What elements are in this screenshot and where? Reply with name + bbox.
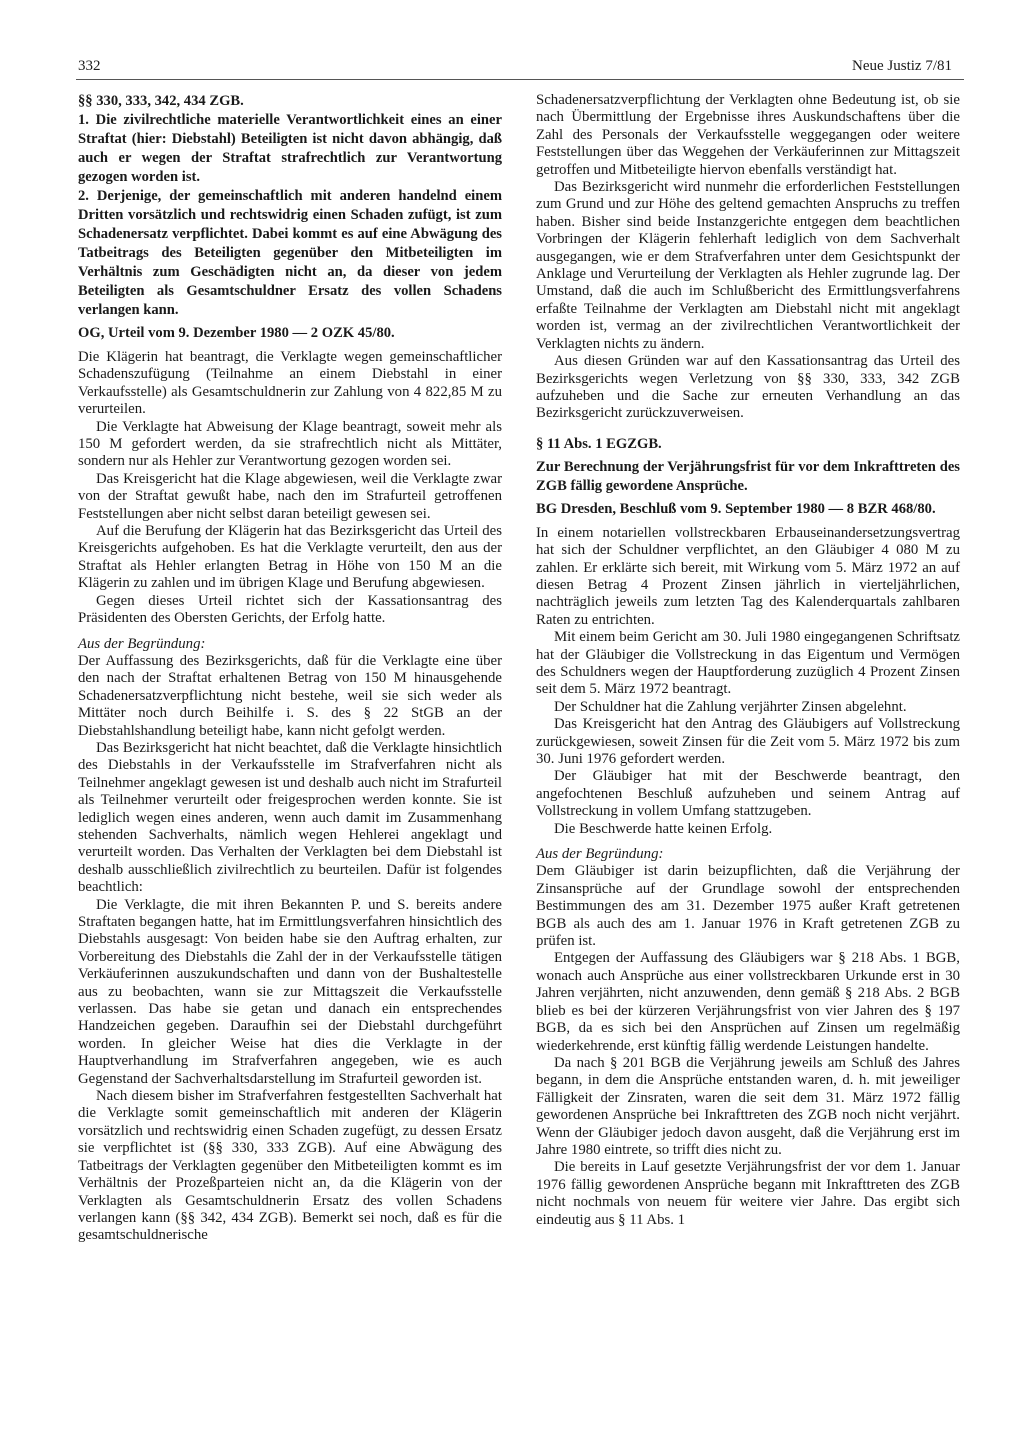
section-heading: §§ 330, 333, 342, 434 ZGB.	[78, 93, 244, 109]
section-gap	[536, 423, 960, 435]
headnote-1: 1. Die zivilrechtliche materielle Verantwortlichkeit eines an einer Straftat (hier: Diebstahl) Beteiligten ist nicht davon abhängig, daß auch er wegen der Straftat strafrechtlich zur Verantwortung gezogen worden ist.	[78, 112, 502, 185]
paragraph: Auf die Berufung der Klägerin hat das Bezirksgericht das Urteil des Kreisgerichts aufgehoben. Es hat die Verklagte verurteilt, den aus der Straftat als Hehler erlangten Betrag in Höhe von 150 M an die Klägerin zu zahlen und im übrigen Klage und Berufung abgewiesen.	[78, 523, 502, 592]
paragraph: Die Verklagte, die mit ihren Bekannten P. und S. bereits andere Straftaten begangen hatte, hat im Ermittlungsverfahren hinsichtlich des Diebstahls ausgesagt: Von beiden habe sie den Auftrag erhalten, zur Vorbereitung des Diebstahls die Zahl der in der Verkaufsstelle tätigen Verkäuferinnen auszukundschaften und dann von der Bushaltestelle aus zu beobachten, wann sie zur Mittagszeit die Verkaufsstelle verlassen. Das habe sie getan und danach ein entsprechendes Handzeichen gegeben. Daraufhin sei der Diebstahl durchgeführt worden. In gleicher Weise hat dies die Verklagte in der Hauptverhandlung im Strafverfahren angegeben, wie es auch Gegenstand der Sachverhaltsdarstellung im Strafurteil geworden ist.	[78, 896, 502, 1087]
journal-issue: Neue Justiz 7/81	[852, 58, 952, 74]
paragraph: Nach diesem bisher im Strafverfahren festgestellten Sachverhalt hat die Verklagte somit gemeinschaftlich mit anderen der Klägerin vorsätzlich und rechtswidrig einen Schaden zugefügt, zu dessen Ersatz sie verpflichtet ist (§§ 330, 333 ZGB). Auf eine Abwägung des Tatbeitrags der Verklagten gegenüber den Mitbeteiligten kommt es im Verhältnis der Prozeßparteien nicht an, da die Klägerin von der Verklagten als Gesamtschuldnerin Ersatz des vollen Schadens verlangen kann (§§ 342, 434 ZGB). Bemerkt sei noch, daß es für die gesamtschuldnerische	[78, 1088, 502, 1244]
paragraph: Das Bezirksgericht hat nicht beachtet, daß die Verklagte hinsichtlich des Diebstahls in der Verkaufsstelle im Strafverfahren nicht als Teilnehmer angeklagt gewesen ist und deshalb auch nicht im Strafurteil als Teilnehmer verurteilt oder freigesprochen werden konnte. Sie ist lediglich wegen eines anderen, wenn auch damit im Zusammenhang stehenden Sachverhalts, nämlich wegen Hehlerei angeklagt und verurteilt worden. Das Verhalten der Verklagten bei dem Diebstahl ist deshalb ausschließlich zivilrechtlich zu beurteilen. Dafür ist folgendes beachtlich:	[78, 739, 502, 896]
right-column	[536, 92, 960, 1229]
paragraph: Das Kreisgericht hat die Klage abgewiesen, weil die Verklagte zwar von der Straftat gewußt habe, nach den im Strafurteil getroffenen Feststellungen aber nicht selbst daran beteiligt gewesen sei.	[78, 470, 502, 522]
paragraph: Das Bezirksgericht wird nunmehr die erforderlichen Feststellungen zum Grund und zur Höhe des geltend gemachten Anspruchs zu treffen haben. Bisher sind beide Instanzgerichte entgegen dem beachtlichen Vorbringen der Klägerin fehlerhaft lediglich von dem Sachverhalt ausgegangen, wie er dem Strafverfahren unter dem Gesichtspunkt der Anklage und Verurteilung der Verklagten als Hehler zugrunde lag. Der Umstand, daß die auch im Schlußbericht des Ermittlungsverfahrens erfaßte Teilnahme der Verklagten am Diebstahl nicht mit angeklagt worden ist, vermag an der zivilrechtlichen Verantwortlichkeit der Verklagten nichts zu ändern.	[536, 179, 960, 352]
headnote-2: 2. Derjenige, der gemeinschaftlich mit anderen handelnd einem Dritten vorsätzlich und rechtswidrig einen Schaden zufügt, ist zum Schadenersatz verpflichtet. Dabei kommt es auf eine Abwägung des Tatbeitrags des Beteiligten gegenüber den Mitbeteiligten im Verhältnis zum Geschädigten nicht an, da dieser von jedem Beteiligten als Gesamtschuldner Ersatz des vollen Schadens verlangen kann.	[78, 188, 502, 318]
paragraph: Gegen dieses Urteil richtet sich der Kassationsantrag des Präsidenten des Obersten Gerichts, der Erfolg hatte.	[78, 592, 502, 627]
paragraph: Die Klägerin hat beantragt, die Verklagte wegen gemeinschaftlicher Schadenszufügung (Teilnahme an einem Diebstahl in einer Verkaufsstelle) als Gesamtschuldnerin zur Zahlung von 4 822,85 M zu verurteilen.	[78, 349, 502, 418]
left-column	[78, 92, 502, 1245]
subheading-reasons: Aus der Begründung:	[78, 635, 206, 652]
paragraph: Aus diesen Gründen war auf den Kassationsantrag das Urteil des Bezirksgerichts wegen Verletzung von §§ 330, 333, 342 ZGB aufzuheben und die Sache zur erneuten Verhandlung an das Bezirksgericht zurückzuverweisen.	[536, 353, 960, 422]
paragraph: Schadenersatzverpflichtung der Verklagten ohne Bedeutung ist, ob sie nach Übermittlung der Ergebnisse ihres Auskundschaftens über die Zahl des Personals der Verkaufsstelle weggegangen oder weitere Feststellungen über das Weggehen der Verkäuferinnen zur Mittagszeit getroffen und Mitbeteiligte hiervon ebenfalls verständigt hat.	[536, 92, 960, 178]
paragraph: Der Schuldner hat die Zahlung verjährter Zinsen abgelehnt.	[554, 698, 907, 715]
paragraph: Der Auffassung des Bezirksgerichts, daß für die Verklagte eine über den nach der Straftat erhaltenen Betrag von 150 M hinausgehende Schadenersatzverpflichtung nicht bestehe, weil sie sich weder als Mittäter noch durch Beihilfe i. S. des § 22 StGB an der Diebstahlshandlung beteiligt habe, kann nicht gefolgt werden.	[78, 652, 502, 739]
paragraph: Entgegen der Auffassung des Gläubigers war § 218 Abs. 1 BGB, wonach auch Ansprüche aus einer vollstreckbaren Urkunde erst in 30 Jahren verjährten, nicht anzuwenden, denn gemäß § 218 Abs. 2 BGB blieb es bei der kürzeren Verjährungsfrist von vier Jahren des § 197 BGB, da es sich bei den Ansprüchen auf Zinsen um regelmäßig wiederkehrende, erst künftig fällig werdende Leistungen handelte.	[536, 950, 960, 1054]
paragraph: Die Beschwerde hatte keinen Erfolg.	[554, 820, 773, 837]
header-rule	[76, 79, 964, 80]
paragraph: Die bereits in Lauf gesetzte Verjährungsfrist der vor dem 1. Januar 1976 fällig gewordenen Ansprüche begann mit Inkrafttreten des ZGB nicht nochmals von neuem für weitere vier Jahre. Das ergibt sich eindeutig aus § 11 Abs. 1	[536, 1159, 960, 1228]
court-citation: BG Dresden, Beschluß vom 9. September 1980 — 8 BZR 468/80.	[536, 500, 936, 517]
paragraph: Mit einem beim Gericht am 30. Juli 1980 eingegangenen Schriftsatz hat der Gläubiger die Vollstreckung in das Eigentum und Vermögen des Schuldners wegen der Hauptforderung zuzüglich 4 Prozent Zinsen seit dem 5. März 1972 beantragt.	[536, 629, 960, 698]
page-number: 332	[78, 58, 101, 74]
subheading-reasons: Aus der Begründung:	[536, 846, 664, 863]
paragraph: Das Kreisgericht hat den Antrag des Gläubigers auf Vollstreckung zurückgewiesen, soweit Zinsen für die Zeit vom 5. März 1972 bis zum 30. Juni 1976 gefordert werden.	[536, 716, 960, 767]
paragraph: In einem notariellen vollstreckbaren Erbauseinandersetzungsvertrag hat sich der Schuldner verpflichtet, an den Gläubiger 4 080 M zu zahlen. Er erklärte sich bereit, mit Wirkung vom 5. März 1972 an auf diesen Betrag 4 Prozent Zinsen jährlich in vierteljährlichen, nachträglich jeweils zum letzten Tag des Kalenderquartals zahlbaren Raten zu entrichten.	[536, 524, 960, 628]
section-heading: § 11 Abs. 1 EGZGB.	[536, 435, 662, 452]
court-citation: OG, Urteil vom 9. Dezember 1980 — 2 OZK 45/80.	[78, 325, 395, 341]
headnote: Zur Berechnung der Verjährungsfrist für vor dem Inkrafttreten des ZGB fällig gewordene Ansprüche.	[536, 458, 960, 494]
paragraph: Die Verklagte hat Abweisung der Klage beantragt, soweit mehr als 150 M gefordert werden, da sie strafrechtlich nicht als Mittäter, sondern nur als Hehler zur Verantwortung gezogen worden sei.	[78, 418, 502, 470]
paragraph: Dem Gläubiger ist darin beizupflichten, daß die Verjährung der Zinsansprüche auf der Grundlage sowohl der entsprechenden Bestimmungen des am 31. Dezember 1975 außer Kraft getretenen BGB als auch des am 1. Januar 1976 in Kraft getretenen ZGB zu prüfen ist.	[536, 863, 960, 950]
paragraph: Da nach § 201 BGB die Verjährung jeweils am Schluß des Jahres begann, in dem die Ansprüche entstanden waren, d. h. mit jeweiliger Fälligkeit der Zinsraten, waren die seit dem 31. März 1972 fällig gewordenen Ansprüche bei Inkrafttreten des ZGB noch nicht verjährt. Wenn der Gläubiger jedoch davon ausgeht, daß die Verjährung erst im Jahre 1980 eintrete, so trifft dies nicht zu.	[536, 1054, 960, 1158]
paragraph: Der Gläubiger hat mit der Beschwerde beantragt, den angefochtenen Beschluß aufzuheben und seinem Antrag auf Vollstreckung in vollem Umfang stattzugeben.	[536, 768, 960, 820]
